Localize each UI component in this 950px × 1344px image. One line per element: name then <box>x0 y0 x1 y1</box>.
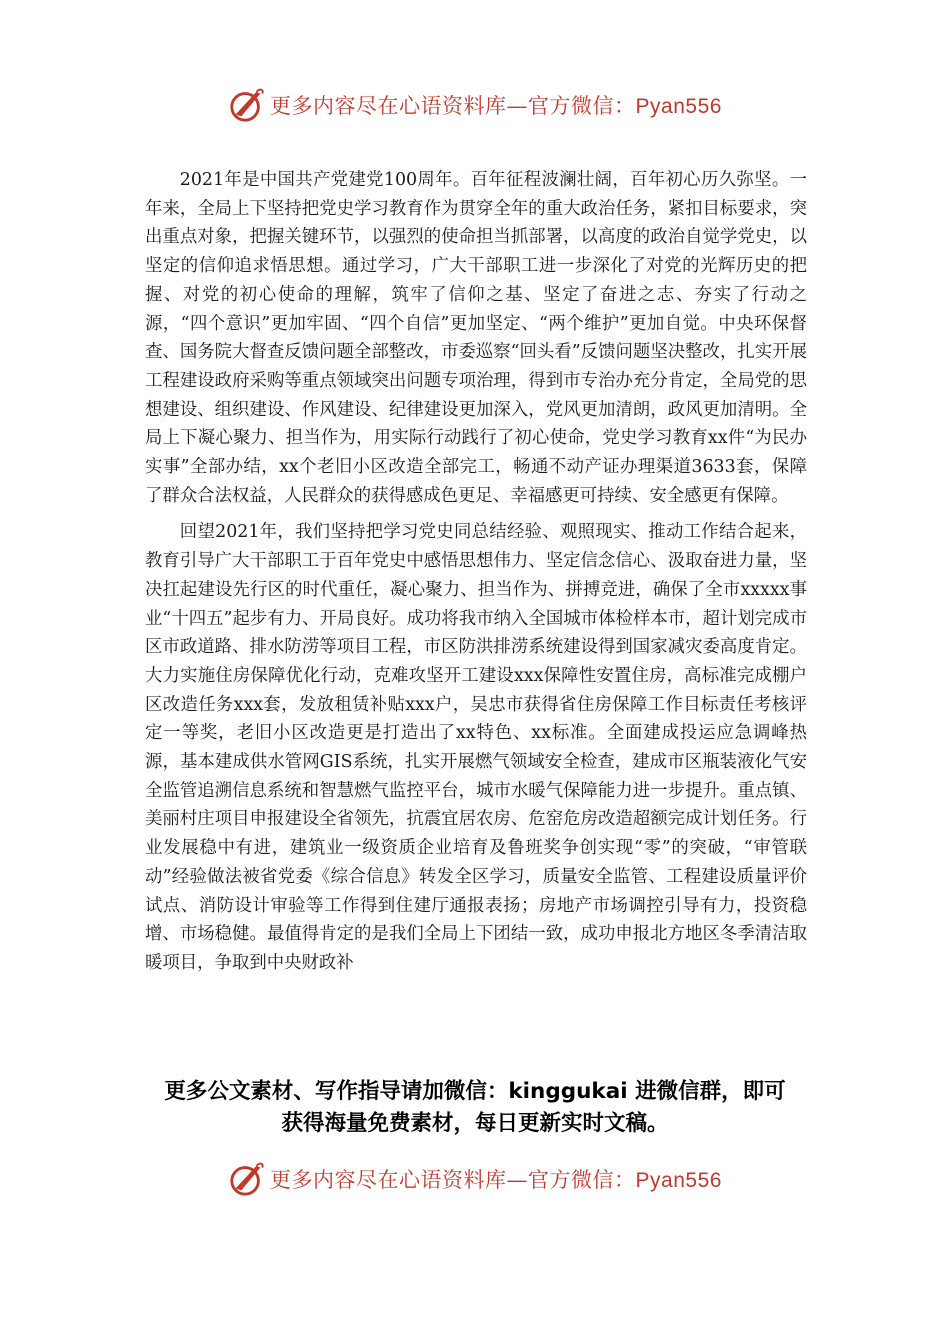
banner-title: 更多内容尽在心语资料库 <box>270 1168 507 1192</box>
banner-title: 更多内容尽在心语资料库 <box>270 94 507 118</box>
paragraph-2: 回望2021年，我们坚持把学习党史同总结经验、观照现实、推动工作结合起来，教育引导广大干部职工于百年党史中感悟思想伟力、坚定信念信心、汲取奋进力量，坚决扛起建设先行区的时代重任，凝心聚力、担当作为、拼搏竞进，确保了全市xxxxx事业“十四五”起步有力、开局良好。成功将我市纳入全国城市体检样本市，超计划完成市区市政道路、排水防涝等项目工程，市区防洪排涝系统建设得到国家减灾委高度肯定。大力实施住房保障优化行动，克难攻坚开工建设xxx保障性安置住房，高标准完成棚户区改造任务xxx套，发放租赁补贴xxx户，吴忠市获得省住房保障工作目标责任考核评定一等奖，老旧小区改造更是打造出了xx特色、xx标准。全面建成投运应急调峰热源，基本建成供水管网GIS系统，扎实开展燃气领域安全检查，建成市区瓶装液化气安全监管追溯信息系统和智慧燃气监控平台，城市水暖气保障能力进一步提升。重点镇、美丽村庄项目申报建设全省领先，抗震宜居农房、危窑危房改造超额完成计划任务。行业发展稳中有进，建筑业一级资质企业培育及鲁班奖争创实现“零”的突破，“审管联动”经验做法被省党委《综合信息》转发全区学习，质量安全监管、工程建设质量评价试点、消防设计审验等工作得到住建厅通报表扬；房地产市场调控引导有力，投资稳增、市场稳健。最值得肯定的是我们全局上下团结一致，成功申报北方地区冬季清洁取暖项目，争取到中央财政补 <box>145 522 807 973</box>
promo-line-2: 获得海量免费素材，每日更新实时文稿。 <box>281 1111 669 1136</box>
banner-wechat-label: 官方微信： <box>528 94 636 118</box>
paragraph-1: 2021年是中国共产党建党100周年。百年征程波澜壮阔，百年初心历久弥坚。一年来，全局上下坚持把党史学习教育作为贯穿全年的重大政治任务，紧扣目标要求，突出重点对象，把握关键环节，以强烈的使命担当抓部署，以高度的政治自觉学党史，以坚定的信仰追求悟思想。通过学习，广大干部职工进一步深化了对党的光辉历史的把握、对党的初心使命的理解，筑牢了信仰之基、坚定了奋进之志、夯实了行动之源，“四个意识”更加牢固、“四个自信”更加坚定、“两个维护”更加自觉。中央环保督查、国务院大督查反馈问题全部整改，市委巡察“回头看”反馈问题坚决整改，扎实开展工程建设政府采购等重点领域突出问题专项治理，得到市专治办充分肯定，全局党的思想建设、组织建设、作风建设、纪律建设更加深入，党风更加清朗，政风更加清明。全局上下凝心聚力、担当作为，用实际行动践行了初心使命，党史学习教育xx件“为民办实事”全部办结，xx个老旧小区改造全部完工，畅通不动产证办理渠道3633套，保障了群众合法权益，人民群众的获得感成色更足、幸福感更可持续、安全感更有保障。 <box>145 170 807 506</box>
promo-line-1: 更多公文素材、写作指导请加微信：kinggukai 进微信群，即可 <box>164 1079 786 1104</box>
quill-pen-logo-icon <box>228 86 266 124</box>
banner-wechat-id: Pyan556 <box>635 1169 722 1192</box>
banner-separator: — <box>506 94 529 118</box>
promo-notice <box>130 1076 820 1140</box>
banner-wechat-label: 官方微信： <box>528 1168 636 1192</box>
header-banner-text <box>270 90 722 120</box>
banner-wechat-id: Pyan556 <box>635 95 722 118</box>
document-body <box>145 166 807 986</box>
header-banner <box>0 82 950 128</box>
footer-banner <box>0 1156 950 1202</box>
banner-separator: — <box>506 1168 529 1192</box>
footer-banner-text <box>270 1164 722 1194</box>
quill-pen-logo-icon <box>228 1160 266 1198</box>
